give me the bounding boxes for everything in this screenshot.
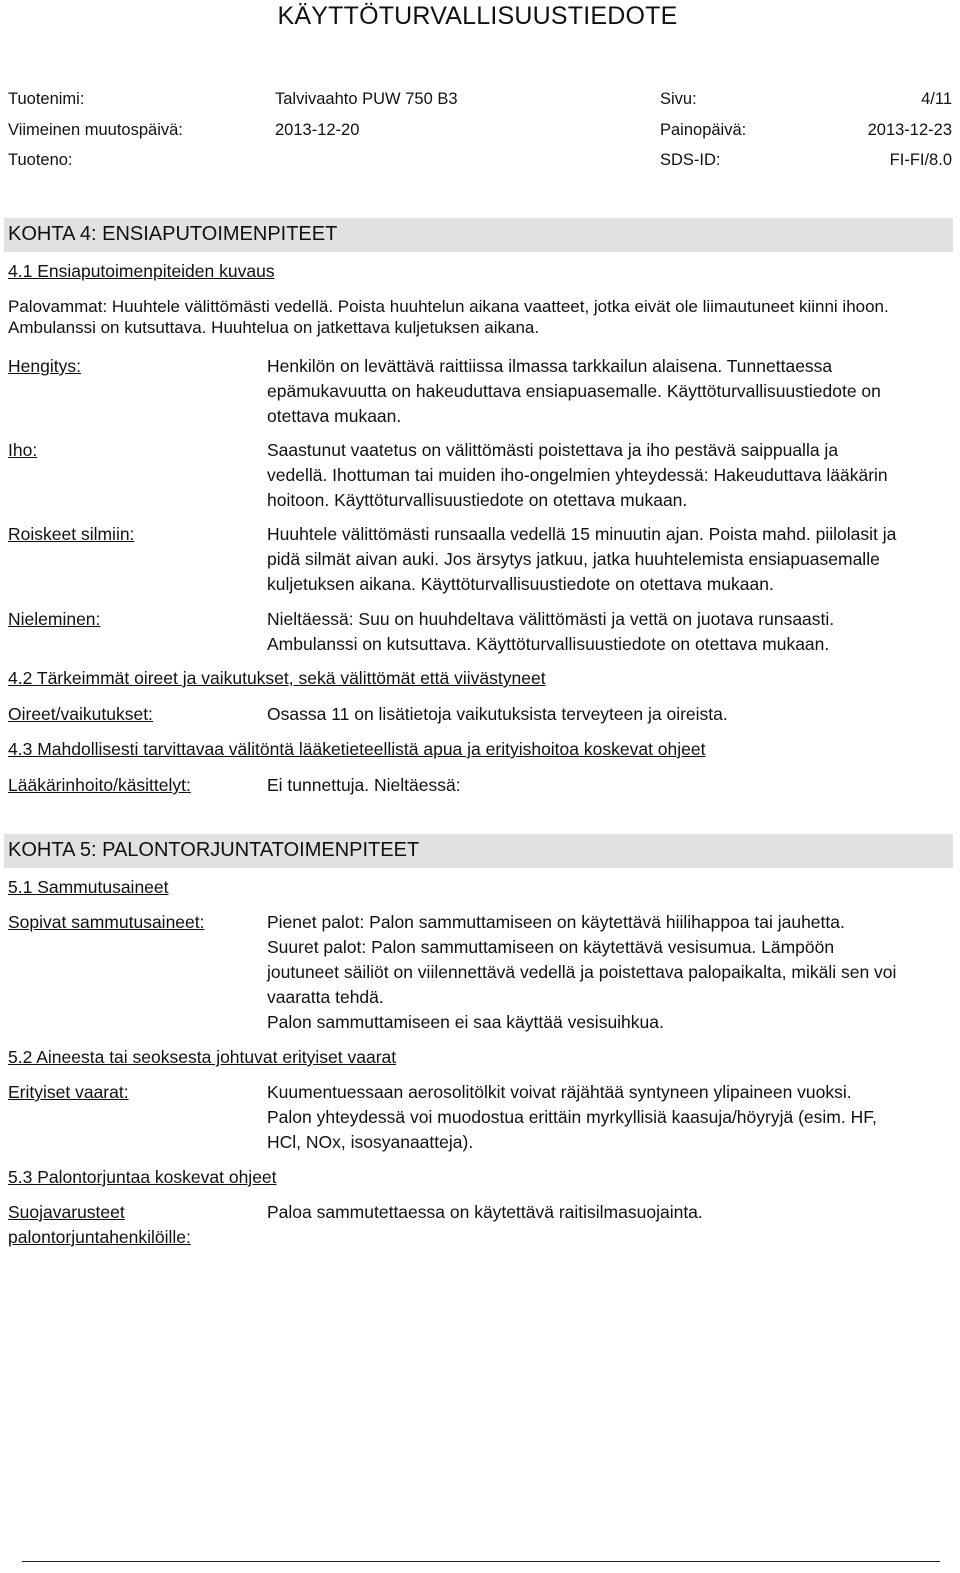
firefighter-ppe-text: Paloa sammutettaessa on käytettävä raitisilmasuojainta. — [267, 1202, 703, 1222]
subsection-5-3-heading: 5.3 Palontorjuntaa koskevat ohjeet — [8, 1167, 277, 1187]
document-title: KÄYTTÖTURVALLISUUSTIEDOTE — [277, 2, 678, 30]
subsection-4-1-heading: 4.1 Ensiaputoimenpiteiden kuvaus — [8, 261, 275, 281]
product-name-label: Tuotenimi: — [8, 90, 85, 108]
special-hazards-label: Erityiset vaarat: — [8, 1082, 129, 1102]
subsection-4-2-heading: 4.2 Tärkeimmät oireet ja vaikutukset, sekä välittömät että viivästyneet — [8, 668, 546, 688]
symptoms-text: Osassa 11 on lisätietoja vaikutuksista terveyteen ja oireista. — [267, 704, 728, 724]
eyes-text: Huuhtele välittömästi runsaalla vedellä 15 minuutin ajan. Poista mahd. piilolasit ja pidä silmät aivan auki. Jos ärsytys jatkuu, jatka huuhtelemista ensiapuasemalle kuljetuksen aikana. Käyttöturvallisuustiedote on otettava mukaan. — [267, 524, 897, 594]
special-hazards-text: Kuumentuessaan aerosolitölkit voivat räjähtää syntyneen ylipaineen vuoksi. Palon yhteydessä voi muodostua erittäin myrkyllisiä kaasuja/höyryjä (esim. HF, HCl, NOx, isosyanaatteja). — [267, 1082, 877, 1152]
print-date-value: 2013-12-23 — [867, 121, 952, 139]
section-5-heading: KOHTA 5: PALONTORJUNTATOIMENPITEET — [4, 834, 953, 868]
sds-id-label: SDS-ID: — [660, 151, 721, 169]
revised-value: 2013-12-20 — [275, 121, 360, 139]
skin-text: Saastunut vaatetus on välittömästi poistettava ja iho pestävä saippualla ja vedellä. Ihottuman tai muiden iho-ongelmien yhteydessä: Hakeuduttava lääkärin hoitoon. Käyttöturvallisuustiedote on otettava mukaan. — [267, 440, 888, 510]
ingestion-label: Nieleminen: — [8, 609, 101, 629]
revised-label: Viimeinen muutospäivä: — [8, 121, 183, 139]
page-value: 4/11 — [921, 90, 952, 108]
ingestion-text: Nieltäessä: Suu on huuhdeltava välittömästi ja vettä on juotava runsaasti. Ambulanssi on kutsuttava. Käyttöturvallisuustiedote on otettava mukaan. — [267, 609, 835, 654]
treatment-label: Lääkärinhoito/käsittelyt: — [8, 775, 191, 795]
section-4-heading: KOHTA 4: ENSIAPUTOIMENPITEET — [4, 218, 953, 252]
extinguishing-media-label: Sopivat sammutusaineet: — [8, 912, 205, 932]
treatment-text: Ei tunnettuja. Nieltäessä: — [267, 775, 461, 795]
inhalation-text: Henkilön on levättävä raittiissa ilmassa tarkkailun alaisena. Tunnettaessa epämukavuutta on hakeuduttava ensiapuasemalle. Käyttöturvallisuustiedote on otettava mukaan. — [267, 356, 881, 426]
footer-rule — [22, 1561, 940, 1562]
symptoms-label: Oireet/vaikutukset: — [8, 704, 153, 724]
subsection-4-3-heading: 4.3 Mahdollisesti tarvittavaa välitöntä lääketieteellistä apua ja erityishoitoa koskevat ohjeet — [8, 739, 706, 759]
eyes-label: Roiskeet silmiin: — [8, 524, 135, 544]
product-no-label: Tuoteno: — [8, 151, 73, 169]
firefighter-ppe-label: Suojavarusteet palontorjuntahenkilöille: — [8, 1202, 191, 1247]
subsection-5-2-heading: 5.2 Aineesta tai seoksesta johtuvat erityiset vaarat — [8, 1047, 397, 1067]
product-name-value: Talvivaahto PUW 750 B3 — [275, 90, 458, 108]
skin-label: Iho: — [8, 440, 38, 460]
sds-id-value: FI-FI/8.0 — [889, 151, 952, 169]
page-label: Sivu: — [660, 90, 697, 108]
inhalation-label: Hengitys: — [8, 356, 81, 376]
subsection-5-1-heading: 5.1 Sammutusaineet — [8, 877, 169, 897]
burns-intro-paragraph: Palovammat: Huuhtele välittömästi vedellä. Poista huuhtelun aikana vaatteet, jotka eivät ole liimautuneet kiinni ihoon. Ambulanssi on kutsuttava. Huuhtelua on jatkettava kuljetuksen aikana. — [8, 297, 889, 337]
extinguishing-media-text: Pienet palot: Palon sammuttamiseen on käytettävä hiilihappoa tai jauhetta. Suuret palot: Palon sammuttamiseen on käytettävä vesisumua. Lämpöön joutuneet säiliöt on viilennettävä vedellä ja poistettava palopaikalta, mikäli sen voi vaaratta tehdä. Palon sammuttamiseen ei saa käyttää vesisuihkua. — [267, 912, 897, 1032]
print-date-label: Painopäivä: — [660, 121, 747, 139]
